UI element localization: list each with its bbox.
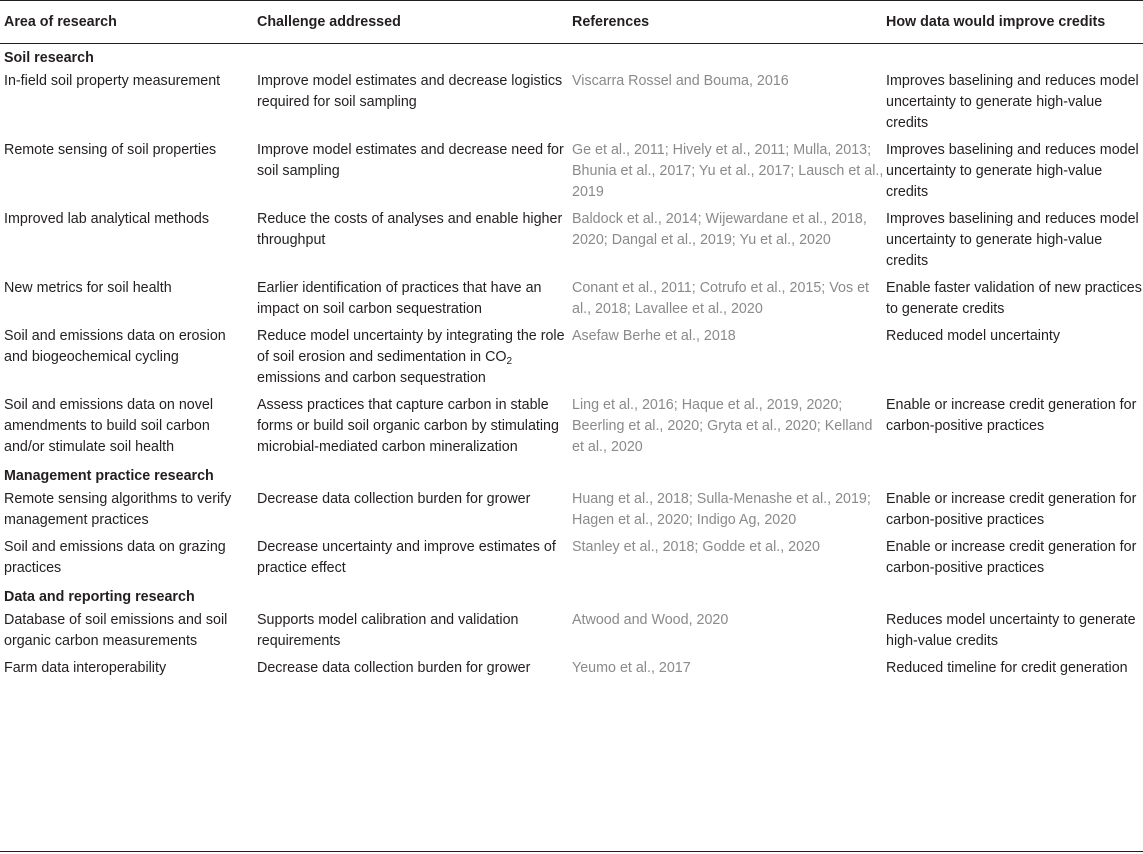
cell-improve: Improves baselining and reduces model uncertainty to generate high-value credits xyxy=(886,142,1139,200)
table-row xyxy=(0,138,1143,207)
cell-challenge: Improve model estimates and decrease need for soil sampling xyxy=(257,142,564,179)
cell-challenge: Decrease data collection burden for grower xyxy=(257,491,531,507)
challenge-text-pre: Reduce model uncertainty by integrating the role of soil erosion and sedimentation in CO xyxy=(257,328,565,365)
cell-area: Remote sensing of soil properties xyxy=(4,142,217,158)
table-row xyxy=(0,324,1143,393)
cell-challenge: Decrease data collection burden for grower xyxy=(257,660,531,676)
cell-references: Conant et al., 2011; Cotrufo et al., 2015; Vos et al., 2018; Lavallee et al., 2020 xyxy=(572,280,869,317)
cell-area: Database of soil emissions and soil organic carbon measurements xyxy=(4,612,228,649)
cell-area: Improved lab analytical methods xyxy=(4,211,210,227)
cell-challenge: Improve model estimates and decrease logistics required for soil sampling xyxy=(257,73,563,110)
header-row xyxy=(0,1,1143,44)
cell-improve: Reduced model uncertainty xyxy=(886,328,1061,344)
cell-references: Stanley et al., 2018; Godde et al., 2020 xyxy=(572,539,820,555)
cell-challenge: Reduce the costs of analyses and enable higher throughput xyxy=(257,211,563,248)
cell-references: Baldock et al., 2014; Wijewardane et al., 2018, 2020; Dangal et al., 2019; Yu et al., 2020 xyxy=(572,211,867,248)
section-title: Soil research xyxy=(4,50,94,66)
section-row xyxy=(0,44,1143,70)
cell-improve: Enable or increase credit generation for carbon-positive practices xyxy=(886,397,1137,434)
header-area: Area of research xyxy=(0,1,253,44)
challenge-subscript: 2 xyxy=(506,356,513,367)
cell-improve: Reduced timeline for credit generation xyxy=(886,660,1128,676)
cell-improve: Enable or increase credit generation for carbon-positive practices xyxy=(886,539,1137,576)
cell-improve: Enable faster validation of new practices to generate credits xyxy=(886,280,1142,317)
cell-area: Soil and emissions data on erosion and biogeochemical cycling xyxy=(4,328,226,365)
cell-improve: Enable or increase credit generation for carbon-positive practices xyxy=(886,491,1137,528)
table-row xyxy=(0,608,1143,656)
cell-area: Soil and emissions data on novel amendments to build soil carbon and/or stimulate soil health xyxy=(4,397,214,455)
header-improve: How data would improve credits xyxy=(884,1,1143,44)
cell-improve: Reduces model uncertainty to generate high-value credits xyxy=(886,612,1136,649)
challenge-text-post: emissions and carbon sequestration xyxy=(257,370,486,386)
section-row xyxy=(0,583,1143,608)
header-references: References xyxy=(568,1,884,44)
cell-references: Asefaw Berhe et al., 2018 xyxy=(572,328,736,344)
table-row xyxy=(0,393,1143,462)
cell-references: Viscarra Rossel and Bouma, 2016 xyxy=(572,73,789,89)
table-body xyxy=(0,44,1143,688)
cell-references: Ling et al., 2016; Haque et al., 2019, 2020; Beerling et al., 2020; Gryta et al., 2020; Kelland et al., 2020 xyxy=(572,397,873,455)
table-row xyxy=(0,207,1143,276)
table-row xyxy=(0,69,1143,138)
cell-area: Farm data interoperability xyxy=(4,660,167,676)
table-row xyxy=(0,535,1143,583)
table-bottom-rule xyxy=(0,851,1143,852)
cell-improve: Improves baselining and reduces model uncertainty to generate high-value credits xyxy=(886,211,1139,269)
cell-area: In-field soil property measurement xyxy=(4,73,221,89)
cell-references: Yeumo et al., 2017 xyxy=(572,660,691,676)
cell-area: Remote sensing algorithms to verify management practices xyxy=(4,491,232,528)
cell-area: Soil and emissions data on grazing practices xyxy=(4,539,226,576)
section-title: Data and reporting research xyxy=(4,589,195,605)
table-row xyxy=(0,656,1143,687)
table-row xyxy=(0,276,1143,324)
cell-references: Ge et al., 2011; Hively et al., 2011; Mulla, 2013; Bhunia et al., 2017; Yu et al., 2017; Lausch et al., 2019 xyxy=(572,142,884,200)
cell-challenge: Earlier identification of practices that have an impact on soil carbon sequestration xyxy=(257,280,542,317)
cell-improve: Improves baselining and reduces model uncertainty to generate high-value credits xyxy=(886,73,1139,131)
cell-challenge: Supports model calibration and validation requirements xyxy=(257,612,519,649)
cell-challenge: Decrease uncertainty and improve estimates of practice effect xyxy=(257,539,556,576)
header-challenge: Challenge addressed xyxy=(253,1,568,44)
table-row xyxy=(0,487,1143,535)
cell-references: Atwood and Wood, 2020 xyxy=(572,612,729,628)
cell-challenge xyxy=(253,324,568,393)
cell-challenge: Assess practices that capture carbon in stable forms or build soil organic carbon by stimulating microbial-mediated carbon mineralization xyxy=(257,397,559,455)
section-row xyxy=(0,462,1143,487)
section-title: Management practice research xyxy=(4,468,214,484)
cell-references: Huang et al., 2018; Sulla-Menashe et al., 2019; Hagen et al., 2020; Indigo Ag, 2020 xyxy=(572,491,871,528)
cell-area: New metrics for soil health xyxy=(4,280,172,296)
table-header xyxy=(0,1,1143,44)
